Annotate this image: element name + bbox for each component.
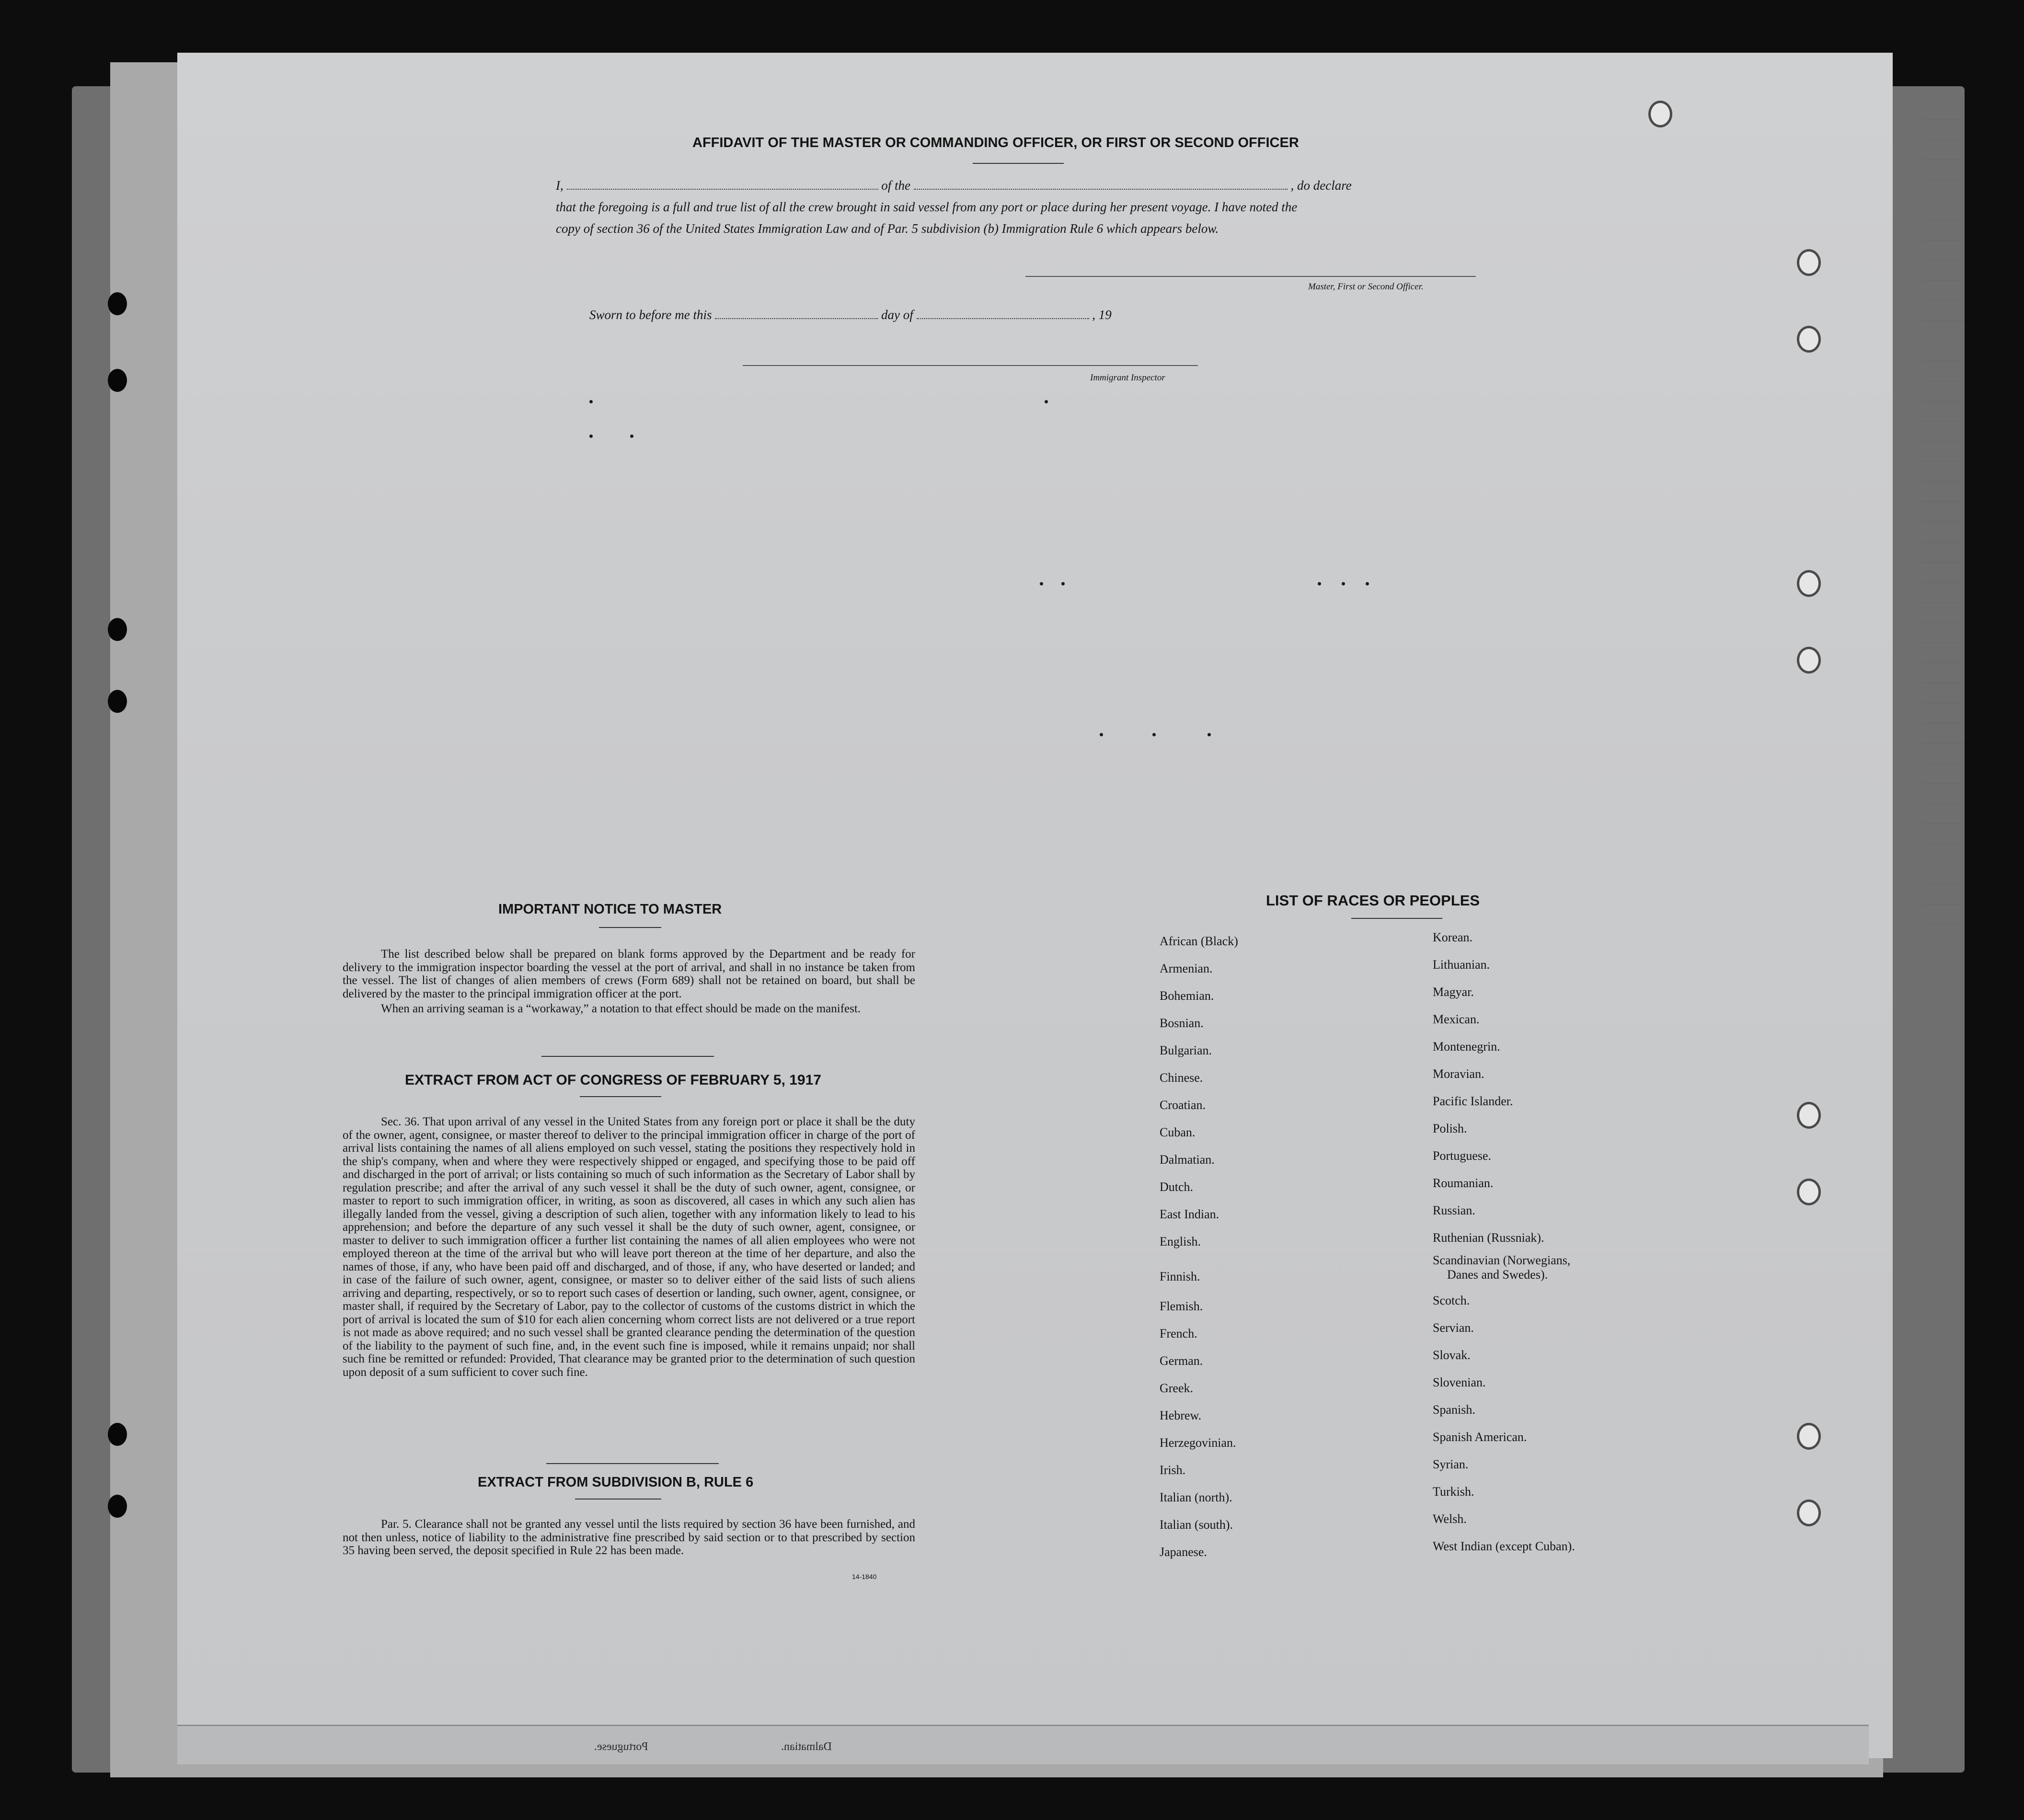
vessel-name-blank[interactable] bbox=[914, 189, 1288, 190]
mirrored-word: Portuguese. bbox=[594, 1740, 648, 1753]
master-label: Master, First or Second Officer. bbox=[1308, 282, 1424, 292]
binder-hole bbox=[108, 1423, 127, 1446]
race-right-item: Magyar. bbox=[1433, 985, 1474, 999]
race-right-item: Scotch. bbox=[1433, 1293, 1470, 1307]
binder-hole bbox=[108, 292, 127, 315]
punch-hole bbox=[1797, 570, 1821, 597]
race-left-item: Bohemian. bbox=[1160, 989, 1214, 1003]
punch-hole bbox=[1648, 101, 1672, 127]
extract-act-text: Sec. 36. That upon arrival of any vessel in the United States from any foreign port or place it shall be the duty of the owner, agent, consignee, or master thereof to deliver to the principal immigration officer in charge of the port of arrival lists containing the names of all aliens employed on such vessel, stating the positions they respectively hold in the ship's company, when and where they were respectively shipped or engaged, and specifying those to be paid off and discharged in the port of arrival; or lists containing so much of such information as the Secretary of Labor shall by regulation prescribe; and after the arrival of any such vessel it shall be the duty of such owner, agent, consignee, or master to report to such immigration officer, in writing, as soon as discovered, all cases in which any such alien has illegally landed from the vessel, giving a description of such alien, together with any information likely to lead to his apprehension; and before the departure of any such vessel it shall be the duty of such owner, agent, consignee, or master to deliver to such immigration officer a further list containing the names of all alien employees who were not employed thereon at the time of the arrival but who will leave port thereon at the time of her departure, and also the names of those, if any, who have been paid off and discharged, and of those, if any, who have deserted or landed; and in case of the failure of such owner, agent, consignee, or master so to deliver either of the said lists of such aliens arriving and departing, respectively, or so to report such cases of desertion or landing, such owner, agent, consignee, or master shall, if required by the Secretary of Labor, pay to the collector of customs of the customs district in which the port of arrival is located the sum of $10 for each alien concerning whom correct lists are not delivered or a true report is not made as above required; and no such vessel shall be granted clearance pending the determination of the question of the liability to the payment of such fine, and, in the event such fine is imposed, while it remains unpaid; nor shall such fine be remitted or refunded: Provided, That clearance may be granted prior to the determination of such question upon deposit of a sum sufficient to cover such fine. bbox=[343, 1115, 915, 1379]
sworn-month-blank[interactable] bbox=[917, 318, 1089, 319]
sworn-line bbox=[589, 308, 1112, 322]
mark bbox=[1318, 582, 1321, 585]
race-right-item: Moravian. bbox=[1433, 1067, 1484, 1081]
race-right-item: Welsh. bbox=[1433, 1512, 1467, 1526]
declarant-declare: , do declare bbox=[1290, 178, 1352, 193]
extract-act-title: EXTRACT FROM ACT OF CONGRESS OF FEBRUARY 5, 1917 bbox=[405, 1072, 821, 1088]
punch-hole bbox=[1797, 647, 1821, 674]
race-left-item: African (Black) bbox=[1160, 934, 1238, 948]
punch-hole bbox=[1797, 326, 1821, 353]
affidavit-line-3: copy of section 36 of the United States Immigration Law and of Par. 5 subdivision (b) Immigration Rule 6 which appears below. bbox=[556, 221, 1219, 236]
mark bbox=[589, 400, 593, 403]
race-right-item: Roumanian. bbox=[1433, 1176, 1494, 1190]
race-right-item: Portuguese. bbox=[1433, 1149, 1492, 1163]
declarant-i: I, bbox=[556, 178, 564, 193]
form-code: 14-1840 bbox=[852, 1573, 877, 1580]
race-right-item: Slovak. bbox=[1433, 1348, 1471, 1362]
race-left-item: Armenian. bbox=[1160, 962, 1213, 975]
race-right-item: Syrian. bbox=[1433, 1457, 1469, 1471]
race-left-item: East Indian. bbox=[1160, 1207, 1219, 1221]
extract-act-title-rule bbox=[580, 1096, 661, 1097]
race-right-item: Scandinavian (Norwegians, bbox=[1433, 1253, 1571, 1267]
ruled-area bbox=[1921, 110, 2024, 925]
race-left-item: Italian (north). bbox=[1160, 1490, 1232, 1504]
race-left-item: English. bbox=[1160, 1235, 1201, 1248]
race-left-item: Dalmatian. bbox=[1160, 1153, 1215, 1167]
race-left-item: Greek. bbox=[1160, 1381, 1194, 1395]
race-right-item: Lithuanian. bbox=[1433, 958, 1490, 972]
punch-hole bbox=[1797, 1102, 1821, 1129]
race-left-item: Herzegovinian. bbox=[1160, 1436, 1236, 1450]
race-right-item: Montenegrin. bbox=[1433, 1040, 1500, 1053]
punch-hole bbox=[1797, 1423, 1821, 1450]
master-signature-line[interactable] bbox=[1025, 276, 1476, 277]
manifest-page bbox=[177, 53, 1893, 1758]
race-left-item: Irish. bbox=[1160, 1463, 1186, 1477]
mark bbox=[589, 435, 593, 438]
race-right-item: Pacific Islander. bbox=[1433, 1094, 1513, 1108]
races-title: LIST OF RACES OR PEOPLES bbox=[1266, 892, 1480, 909]
race-left-item: Cuban. bbox=[1160, 1125, 1196, 1139]
race-left-item: German. bbox=[1160, 1354, 1203, 1368]
extract-rule-text: Par. 5. Clearance shall not be granted any vessel until the lists required by section 36 have been furnished, and not then unless, notice of liability to the administrative fine prescribed by said section or to that prescribed by section 35 having been served, the deposit specified in Rule 22 has been made. bbox=[343, 1518, 915, 1557]
race-left-item: Italian (south). bbox=[1160, 1518, 1233, 1532]
notice-bottom-rule bbox=[541, 1056, 714, 1057]
race-right-item: Danes and Swedes). bbox=[1447, 1268, 1548, 1282]
extract-rule-top-rule bbox=[546, 1463, 719, 1464]
binder-hole bbox=[108, 690, 127, 713]
mark bbox=[1040, 582, 1043, 585]
punch-hole bbox=[1797, 1499, 1821, 1526]
race-left-item: Hebrew. bbox=[1160, 1408, 1202, 1422]
underlying-sheet-strip bbox=[177, 1725, 1869, 1764]
mark bbox=[1208, 733, 1211, 736]
race-right-item: West Indian (except Cuban). bbox=[1433, 1539, 1575, 1553]
race-right-item: Ruthenian (Russniak). bbox=[1433, 1231, 1544, 1245]
race-left-item: Flemish. bbox=[1160, 1299, 1203, 1313]
race-right-item: Slovenian. bbox=[1433, 1375, 1486, 1389]
race-left-item: Bulgarian. bbox=[1160, 1043, 1212, 1057]
mark bbox=[1152, 733, 1156, 736]
declarant-of: of the bbox=[881, 178, 910, 193]
notice-title-rule bbox=[599, 927, 661, 928]
sworn-year: , 19 bbox=[1092, 308, 1112, 322]
mark bbox=[1061, 582, 1065, 585]
race-right-item: Korean. bbox=[1433, 930, 1473, 944]
mark bbox=[1045, 400, 1048, 403]
mark bbox=[1342, 582, 1345, 585]
race-left-item: Croatian. bbox=[1160, 1098, 1206, 1112]
sworn-day-of: day of bbox=[881, 308, 913, 322]
sworn-text: Sworn to before me this bbox=[589, 308, 712, 322]
notice-paragraph-1: The list described below shall be prepared on blank forms approved by the Department and be ready for delivery to the immigration inspector boarding the vessel at the port of arrival, and shall in no instance be taken from the vessel. The list of changes of alien members of crews (Form 689) shall not be retained on board, but shall be delivered by the master to the principal immigration officer at the port. bbox=[343, 948, 915, 1000]
inspector-signature-line[interactable] bbox=[743, 365, 1198, 366]
mark bbox=[630, 435, 633, 438]
affidavit-line-2: that the foregoing is a full and true list of all the crew brought in said vessel from any port or place during her present voyage. I have noted the bbox=[556, 200, 1298, 214]
sworn-date-blank[interactable] bbox=[715, 318, 878, 319]
binder-hole bbox=[108, 618, 127, 641]
punch-hole bbox=[1797, 1179, 1821, 1205]
race-left-item: Dutch. bbox=[1160, 1180, 1194, 1194]
race-right-item: Spanish. bbox=[1433, 1403, 1475, 1417]
race-right-item: Turkish. bbox=[1433, 1485, 1474, 1499]
extract-rule-title: EXTRACT FROM SUBDIVISION B, RULE 6 bbox=[478, 1475, 754, 1490]
mark bbox=[1100, 733, 1103, 736]
affidavit-title: AFFIDAVIT OF THE MASTER OR COMMANDING OFFICER, OR FIRST OR SECOND OFFICER bbox=[692, 135, 1299, 150]
race-right-item: Polish. bbox=[1433, 1122, 1467, 1135]
inspector-label: Immigrant Inspector bbox=[1090, 373, 1165, 383]
race-left-item: French. bbox=[1160, 1327, 1197, 1340]
mark bbox=[1366, 582, 1369, 585]
declarant-line bbox=[556, 178, 1476, 193]
race-right-item: Mexican. bbox=[1433, 1012, 1480, 1026]
declarant-name-blank[interactable] bbox=[567, 189, 878, 190]
race-right-item: Spanish American. bbox=[1433, 1430, 1527, 1444]
race-left-item: Japanese. bbox=[1160, 1545, 1207, 1559]
race-left-item: Finnish. bbox=[1160, 1270, 1200, 1283]
notice-paragraph-2: When an arriving seaman is a “workaway,” a notation to that effect should be made on the manifest. bbox=[381, 1002, 861, 1015]
race-left-item: Chinese. bbox=[1160, 1071, 1203, 1085]
race-right-item: Russian. bbox=[1433, 1203, 1475, 1217]
affidavit-title-rule bbox=[973, 163, 1064, 164]
notice-title: IMPORTANT NOTICE TO MASTER bbox=[498, 902, 722, 917]
race-left-item: Bosnian. bbox=[1160, 1016, 1204, 1030]
binder-hole bbox=[108, 369, 127, 392]
binder-hole bbox=[108, 1495, 127, 1518]
race-right-item: Servian. bbox=[1433, 1321, 1474, 1335]
races-title-rule bbox=[1351, 918, 1442, 919]
mirrored-word: Dalmatian. bbox=[781, 1740, 832, 1753]
punch-hole bbox=[1797, 249, 1821, 276]
